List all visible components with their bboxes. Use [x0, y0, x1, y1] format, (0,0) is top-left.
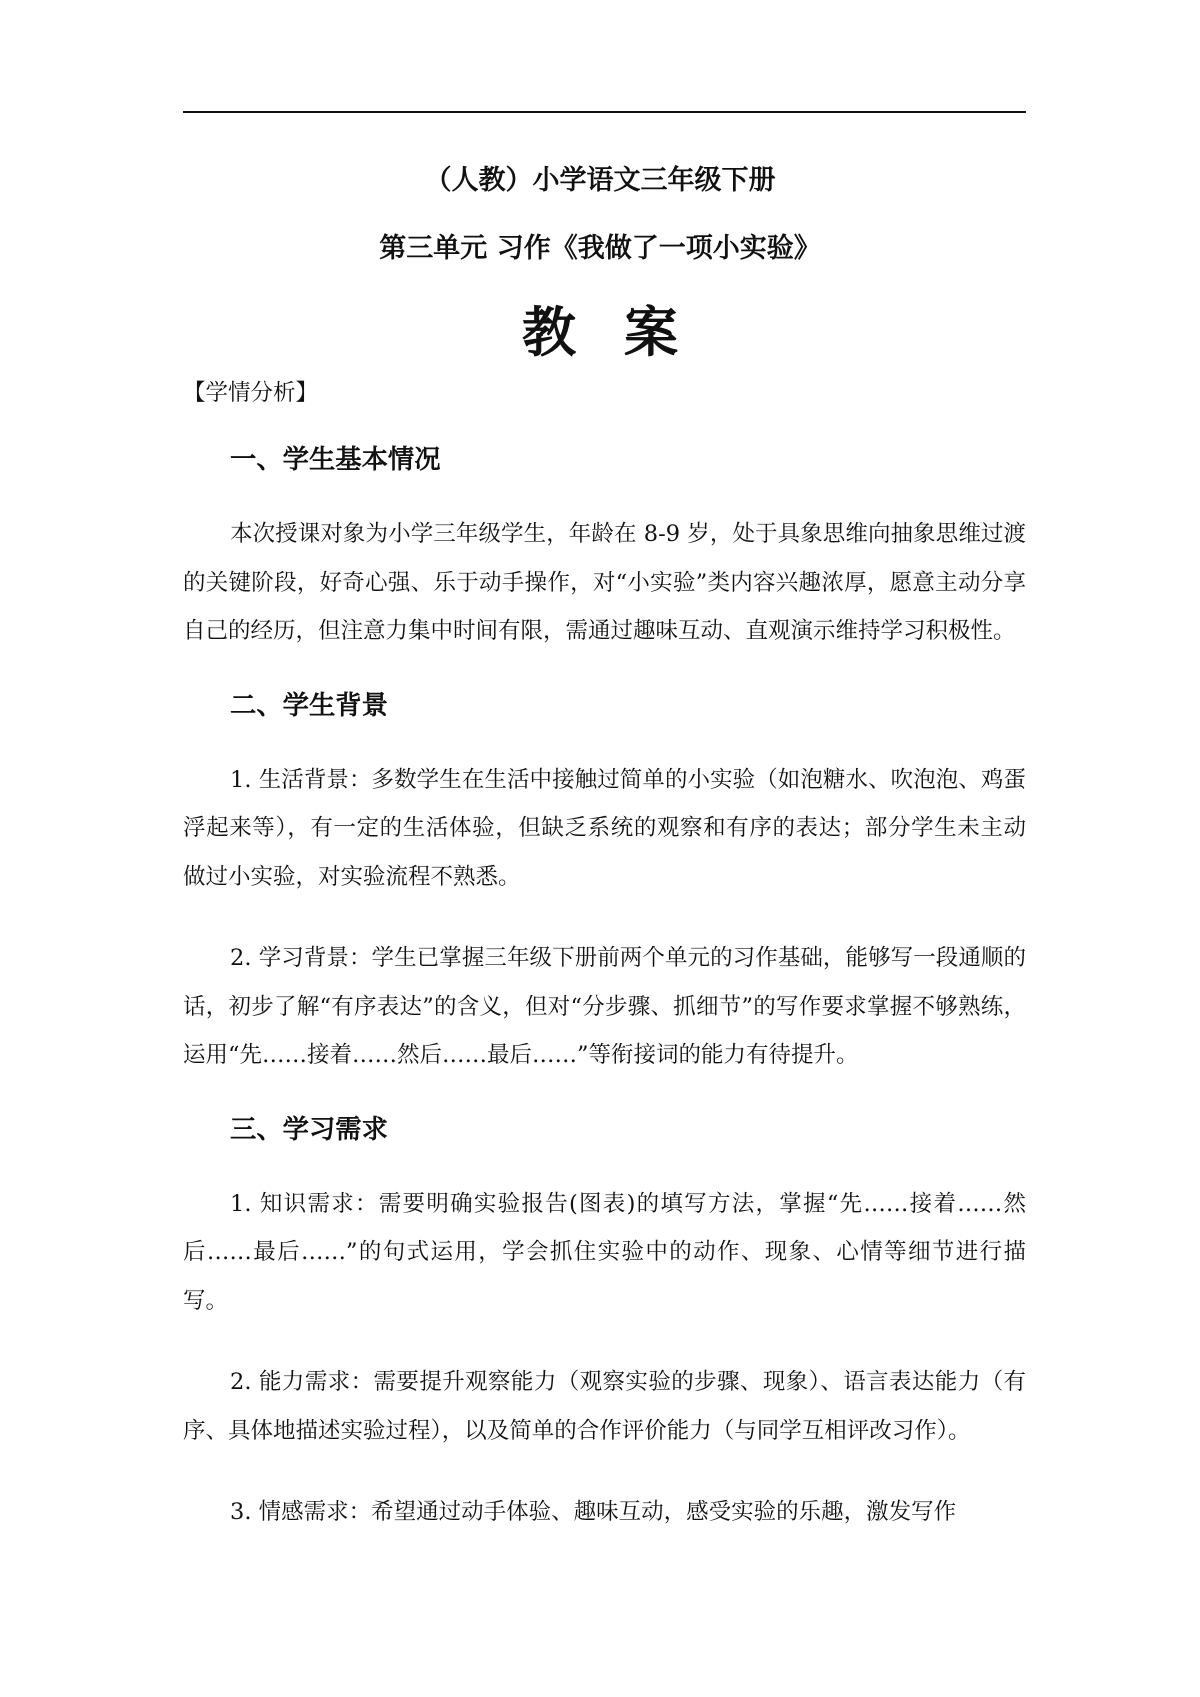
paragraph: 2. 学习背景：学生已掌握三年级下册前两个单元的习作基础，能够写一段通顺的话，初步了解“有序表达”的含义，但对“分步骤、抓细节”的写作要求掌握不够熟练，运用“先……接着……然后……最后……”等衔接词的能力有待提升。	[183, 945, 1026, 1068]
document-title-unit: 第三单元 习作《我做了一项小实验》	[379, 233, 821, 264]
document-title-textbook: （人教）小学语文三年级下册	[424, 165, 776, 196]
paragraph: 1. 知识需求：需要明确实验报告(图表)的填写方法，掌握“先……接着……然后……最后……”的句式运用，学会抓住实验中的动作、现象、心情等细节进行描写。	[183, 1190, 1026, 1314]
section-heading: 三、学习需求	[230, 1114, 388, 1145]
header-rule	[183, 111, 1026, 113]
document-title-lesson-plan: 教案	[522, 301, 726, 364]
document-body	[183, 376, 1026, 1537]
paragraph: 3. 情感需求：希望通过动手体验、趣味互动，感受实验的乐趣，激发写作	[230, 1499, 957, 1525]
paragraph: 本次授课对象为小学三年级学生，年龄在 8-9 岁，处于具象思维向抽象思维过渡的关键阶段，好奇心强、乐于动手操作，对“小实验”类内容兴趣浓厚，愿意主动分享自己的经历，但注意力集中时间有限，需通过趣味互动、直观演示维持学习积极性。	[183, 521, 1026, 644]
paragraph: 2. 能力需求：需要提升观察能力（观察实验的步骤、现象）、语言表达能力（有序、具体地描述实验过程），以及简单的合作评价能力（与同学互相评改习作）。	[183, 1369, 1026, 1444]
paragraph: 1. 生活背景：多数学生在生活中接触过简单的小实验（如泡糖水、吹泡泡、鸡蛋浮起来等），有一定的生活体验，但缺乏系统的观察和有序的表达；部分学生未主动做过小实验，对实验流程不熟悉。	[183, 766, 1026, 890]
section-tag: 【学情分析】	[183, 380, 319, 406]
section-heading: 一、学生基本情况	[230, 445, 441, 475]
section-heading: 二、学生背景	[230, 690, 388, 721]
